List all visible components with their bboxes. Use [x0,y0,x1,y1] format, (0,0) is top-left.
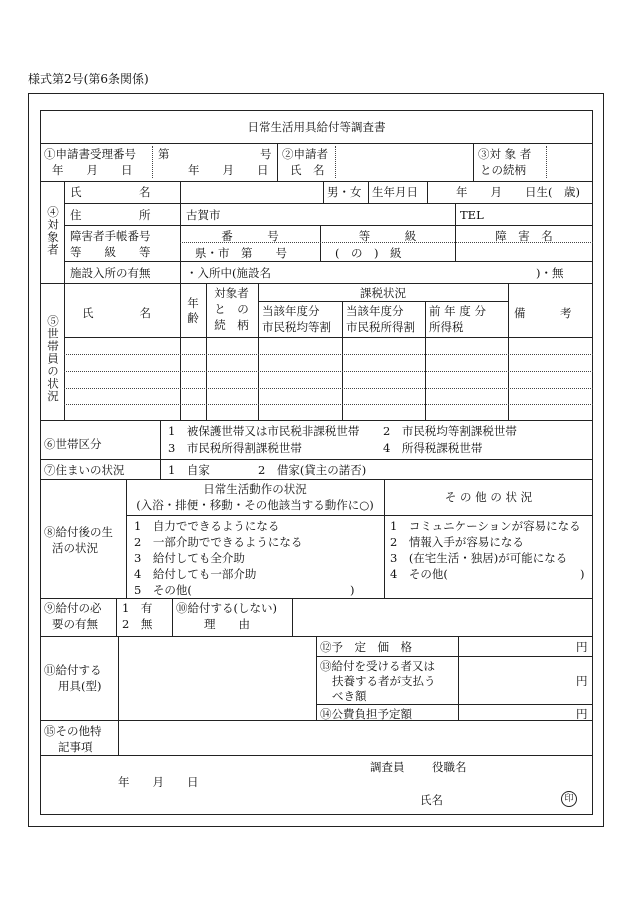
seal-icon: 印 [561,791,577,807]
notes-label-2: 記事項 [58,740,93,754]
col-relation-line1: 対象者 [214,286,249,300]
daily-item-3: 3 給付しても全介助 [134,551,245,565]
handbook-number-label: 障害者手帳番号 [70,229,151,243]
dai-label: 第 [158,147,170,161]
tax-col2-line1: 当該年度分 [346,304,404,318]
other-item-3: 3 (在宅生活・独居)が可能になる [390,551,568,565]
survey-form [40,110,593,815]
reason-label-2: 理 由 [204,617,250,631]
reason-label-1: ⑩給付する(しない) [176,601,277,615]
daily-item-2: 2 一部介助でできるようになる [134,535,303,549]
subject-name-label: 氏 名 [70,185,151,199]
household-section-label: ⑤世帯員の状況 [46,315,60,403]
go-label: 号 [260,147,272,161]
col-age-header: 年齢 [187,296,199,325]
necessity-option-2: 2 無 [122,617,153,631]
burden-label-2: 扶養する者が支払う [332,674,436,688]
address-label: 住 所 [70,208,151,222]
daily-item-4: 4 給付しても一部介助 [134,567,257,581]
after-status-label-2: 活の状況 [52,541,98,555]
other-item-2: 2 情報入手が容易になる [390,535,524,549]
tax-col1-line2: 市民税均等割 [262,320,331,334]
col-grade-header: 等 級 [358,229,417,243]
subject-section-label: ④対象者 [46,206,60,256]
notes-label-1: ⑮その他特 [44,724,102,738]
col-name-header: 氏 名 [82,306,151,320]
housing-option-1: 1 自家 [168,463,210,477]
burden-yen: 円 [576,674,588,688]
planned-price-label: ⑫予 定 価 格 [320,640,412,654]
col-relation-line2: と の [214,302,249,316]
name-label: 氏名 [420,793,443,807]
planned-price-yen: 円 [576,640,588,654]
col-disability-header: 障 害 名 [495,229,553,243]
class-option-4: 4 所得税課税世帯 [383,441,483,455]
housing-option-2: 2 借家(貸主の諾否) [258,463,367,477]
applicant-name-label: 氏 名 [290,163,325,177]
public-burden-yen: 円 [576,707,588,721]
facility-none: )・無 [536,266,564,280]
tax-status-header: 課税状況 [360,286,406,300]
application-date-label: 年 月 日 [52,163,133,177]
burden-label-3: べき額 [332,689,367,703]
class-option-2: 2 市民税均等割課税世帯 [383,424,517,438]
address-value: 古賀市 [186,208,221,222]
investigator-label: 調査員 [370,760,405,774]
gender-options: 男・女 [327,185,362,199]
application-date-value: 年 月 日 [188,163,269,177]
household-class-label: ⑥世帯区分 [44,437,102,451]
birth-date-label: 生年月日 [372,185,418,199]
daily-activity-subtitle: (入浴・排便・移動・その他該当する動作に○) [136,498,374,512]
footer-date: 年 月 日 [118,775,199,789]
facility-value: ・入所中(施設名 [186,266,271,280]
relation-label: ③対 象 者 [478,147,532,161]
after-status-label-1: ⑧給付後の生 [44,525,113,539]
handbook-grade-label: 等 級 等 [70,245,151,259]
daily-activity-title: 日常生活動作の状況 [203,482,307,496]
tax-col2-line2: 市民税所得割 [346,320,415,334]
necessity-label-1: ⑨給付の必 [44,601,102,615]
application-number-label: ①申請書受理番号 [44,147,136,161]
necessity-label-2: 要の有無 [52,617,98,631]
class-option-3: 3 市民税所得割課税世帯 [168,441,302,455]
tel-label: TEL [460,208,484,222]
grade-value: ( の ) 級 [335,246,402,260]
device-label-2: 用具(型) [58,679,102,693]
position-label: 役職名 [432,760,467,774]
col-relation-line3: 続 柄 [214,318,249,332]
tax-col3-line1: 前 年 度 分 [429,304,486,318]
relation-sub-label: との続柄 [480,163,526,177]
housing-label: ⑦住まいの状況 [44,463,125,477]
birth-date-value: 年 月 日生( 歳) [456,185,580,199]
pref-city-number: 県・市 第 号 [195,246,287,260]
device-label-1: ⑪給付する [44,663,102,677]
form-title: 日常生活用具給付等調査書 [247,120,386,134]
applicant-label: ②申請者 [282,147,328,161]
col-remarks-header: 備 考 [514,306,572,320]
facility-label: 施設入所の有無 [70,266,151,280]
necessity-option-1: 1 有 [122,601,153,615]
tax-col1-line1: 当該年度分 [262,304,320,318]
other-status-title: そ の 他 の 状 況 [444,490,533,504]
tax-col3-line2: 所得税 [429,320,464,334]
daily-item-5-close: ) [350,583,355,597]
other-item-4-close: ) [580,567,585,581]
daily-item-5: 5 その他( [134,583,192,597]
class-option-1: 1 被保護世帯又は市民税非課税世帯 [168,424,360,438]
public-burden-label: ⑭公費負担予定額 [320,707,412,721]
other-item-1: 1 コミュニケーションが容易になる [390,519,581,533]
other-item-4: 4 その他( [390,567,448,581]
form-number: 様式第2号(第6条関係) [28,72,149,86]
col-number-header: 番 号 [221,229,279,243]
daily-item-1: 1 自力でできるようになる [134,519,280,533]
burden-label-1: ⑬給付を受ける者又は [320,659,435,673]
